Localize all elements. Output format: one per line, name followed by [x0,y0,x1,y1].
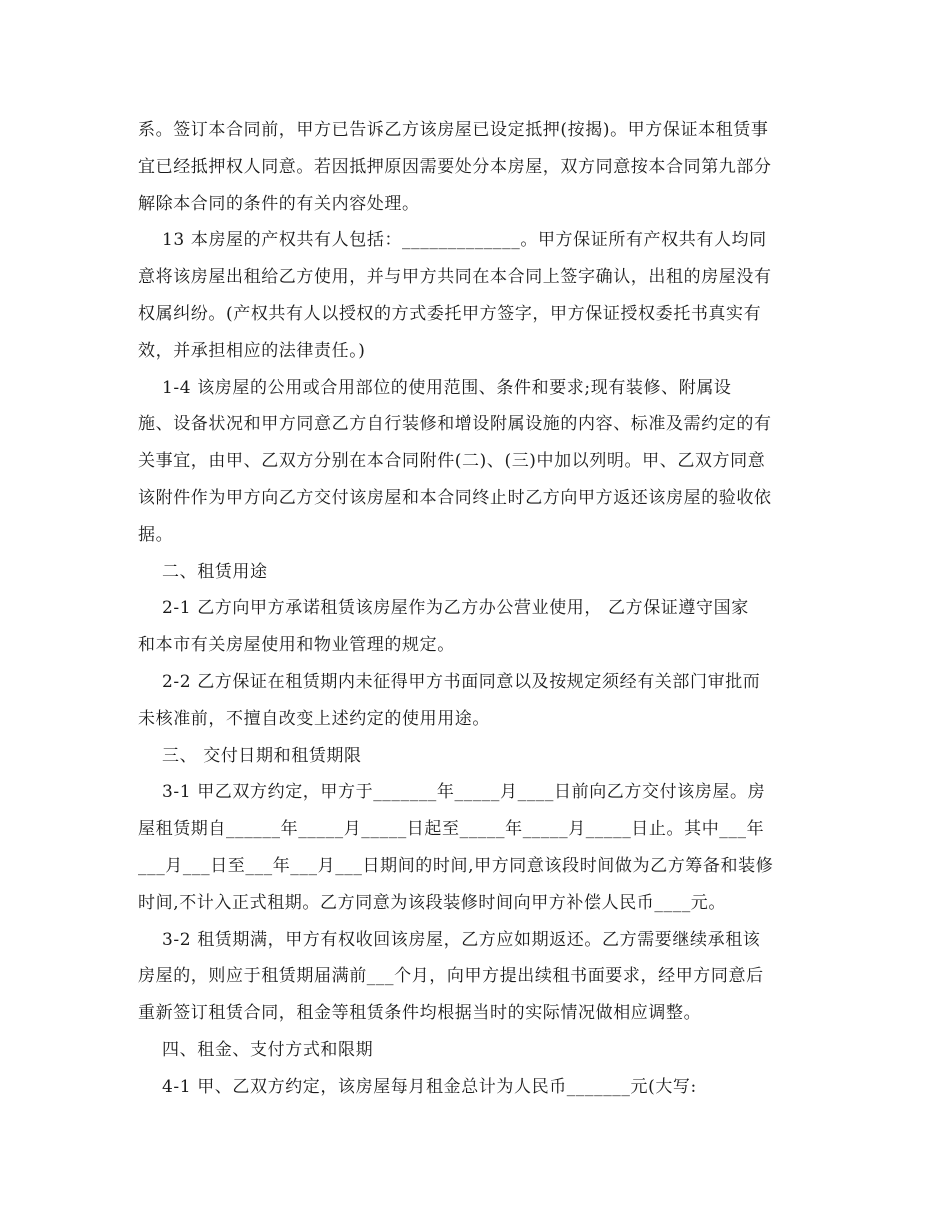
text-line: 权属纠纷。(产权共有人以授权的方式委托甲方签字，甲方保证授权委托书真实有 [138,303,762,324]
text-line: 重新签订租赁合同，租金等租赁条件均根据当时的实际情况做相应调整。 [138,1003,702,1024]
text-line: 据。 [138,524,174,545]
text-line: 屋租赁期自______年_____月_____日起至_____年_____月_____日止。其中___年 [138,819,765,840]
text-line: 2-2 乙方保证在租赁期内未征得甲方书面同意以及按规定须经有关部门审批而 [138,671,761,692]
text-line: 意将该房屋出租给乙方使用，并与甲方共同在本合同上签字确认，出租的房屋没有 [138,267,772,288]
text-line: 时间,不计入正式租期。乙方同意为该段装修时间向甲方补偿人民币____元。 [138,892,727,913]
text-line: 关事宜，由甲、乙双方分别在本合同附件(二)、(三)中加以列明。甲、乙双方同意 [138,451,766,472]
text-line: 解除本合同的条件的有关内容处理。 [138,193,420,214]
section-heading: 二、租赁用途 [138,561,268,582]
text-line: 2-1 乙方向甲方承诺租赁该房屋作为乙方办公营业使用， 乙方保证遵守国家 [138,598,749,619]
section-heading: 四、租金、支付方式和限期 [138,1039,374,1060]
text-line: 3-1 甲乙双方约定，甲方于_______年_____月____日前向乙方交付该房屋。房 [138,782,766,803]
document-body [138,112,818,1106]
text-line: 效，并承担相应的法律责任。) [138,340,366,361]
text-line: 4-1 甲、乙双方约定，该房屋每月租金总计为人民币_______元(大写: [138,1076,697,1097]
text-line: 未核准前，不擅自改变上述约定的使用用途。 [138,708,490,729]
text-line: 施、设备状况和甲方同意乙方自行装修和增设附属设施的内容、标准及需约定的有 [138,414,772,435]
text-line: 房屋的，则应于租赁期届满前___个月，向甲方提出续租书面要求，经甲方同意后 [138,966,764,987]
text-line: 系。签订本合同前，甲方已告诉乙方该房屋已设定抵押(按揭)。甲方保证本租赁事 [138,120,769,140]
text-line: 13 本房屋的产权共有人包括：_____________。甲方保证所有产权共有人均同 [138,230,767,251]
text-line: 宜已经抵押权人同意。若因抵押原因需要处分本房屋，双方同意按本合同第九部分 [138,156,772,177]
text-line: 和本市有关房屋使用和物业管理的规定。 [138,635,455,656]
section-heading: 三、 交付日期和租赁期限 [138,745,362,766]
text-line: ___月___日至___年___月___日期间的时间,甲方同意该段时间做为乙方筹备和装修 [138,855,774,876]
text-line: 3-2 租赁期满，甲方有权收回该房屋，乙方应如期返还。乙方需要继续承租该 [138,929,761,950]
text-line: 1-4 该房屋的公用或合用部位的使用范围、条件和要求;现有装修、附属设 [138,377,732,398]
text-line: 该附件作为甲方向乙方交付该房屋和本合同终止时乙方向甲方返还该房屋的验收依 [138,487,772,508]
